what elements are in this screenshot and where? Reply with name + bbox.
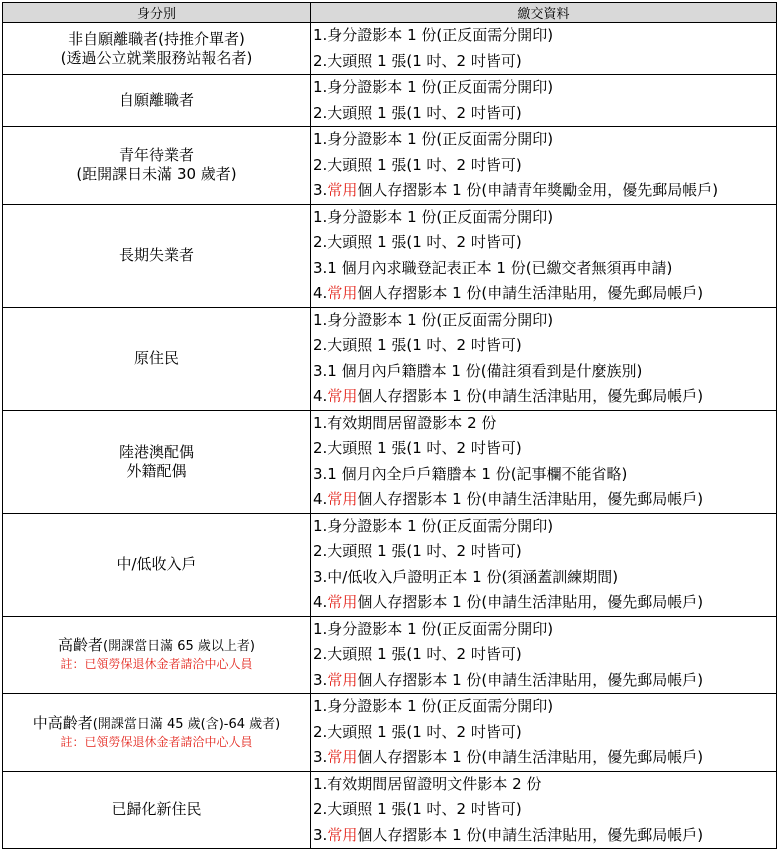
documents-cell bbox=[311, 616, 777, 694]
identity-line: 已歸化新住民 bbox=[111, 800, 202, 819]
document-text: 1.身分證影本 1 份(正反面需分開印) bbox=[313, 26, 554, 44]
document-item bbox=[313, 101, 776, 127]
highlight-word: 常用 bbox=[327, 593, 358, 611]
document-text: 個人存摺影本 1 份(申請生活津貼用，優先郵局帳戶) bbox=[357, 490, 704, 508]
document-text: 2.大頭照 1 張(1 吋、2 吋皆可) bbox=[313, 542, 522, 560]
document-text: 2.大頭照 1 張(1 吋、2 吋皆可) bbox=[313, 103, 522, 122]
document-item bbox=[313, 642, 776, 668]
identity-line bbox=[3, 714, 310, 734]
table-row bbox=[3, 694, 777, 772]
identity-cell bbox=[3, 307, 311, 410]
highlight-word: 常用 bbox=[327, 748, 358, 766]
document-item bbox=[313, 281, 776, 307]
document-item bbox=[313, 539, 776, 565]
document-text: 2.大頭照 1 張(1 吋、2 吋皆可) bbox=[313, 722, 522, 741]
document-text: 1.身分證影本 1 份(正反面需分開印) bbox=[313, 310, 554, 329]
documents-table bbox=[2, 2, 777, 849]
table-body bbox=[3, 23, 777, 849]
document-text: 3. bbox=[313, 181, 328, 199]
document-item bbox=[313, 487, 776, 513]
document-text: 1.有效期間居留證影本 2 份 bbox=[313, 413, 497, 432]
document-text: 1.身分證影本 1 份(正反面需分開印) bbox=[313, 207, 554, 226]
identity-line: 陸港澳配偶 bbox=[118, 442, 194, 461]
document-text: 1.身分證影本 1 份(正反面需分開印) bbox=[313, 697, 554, 715]
document-text: 個人存摺影本 1 份(申請青年獎勵金用，優先郵局帳戶) bbox=[357, 181, 719, 199]
document-item bbox=[313, 462, 776, 488]
document-text: 3.1 個月內戶籍謄本 1 份(備註須看到是什麼族別) bbox=[313, 361, 643, 380]
document-text: 4. bbox=[313, 593, 328, 611]
document-text: 3.中/低收入戶證明正本 1 份(須涵蓋訓練期間) bbox=[313, 567, 619, 586]
highlight-word: 常用 bbox=[327, 670, 358, 689]
table-row bbox=[3, 204, 777, 307]
table-row bbox=[3, 23, 777, 75]
document-text: 1.身分證影本 1 份(正反面需分開印) bbox=[313, 619, 554, 638]
document-text: 3.1 個月內求職登記表正本 1 份(已繳交者無須再申請) bbox=[313, 258, 673, 277]
document-item bbox=[313, 75, 776, 101]
document-item bbox=[313, 514, 776, 540]
document-text: 個人存摺影本 1 份(申請生活津貼用，優先郵局帳戶) bbox=[357, 593, 704, 611]
document-item bbox=[313, 590, 776, 616]
identity-cell bbox=[3, 75, 311, 127]
document-text: 4. bbox=[313, 490, 328, 508]
document-item bbox=[313, 153, 776, 179]
documents-cell bbox=[311, 204, 777, 307]
document-item bbox=[313, 333, 776, 359]
document-text: 3. bbox=[313, 670, 328, 689]
identity-line: (透過公立就業服務站報名者) bbox=[60, 48, 253, 67]
identity-cell bbox=[3, 513, 311, 616]
document-item bbox=[313, 384, 776, 410]
documents-cell bbox=[311, 307, 777, 410]
document-item bbox=[313, 823, 776, 849]
identity-cell bbox=[3, 410, 311, 513]
identity-line: 外籍配偶 bbox=[126, 461, 187, 480]
identity-line: 原住民 bbox=[133, 349, 179, 367]
document-item bbox=[313, 772, 776, 798]
identity-cell bbox=[3, 23, 311, 75]
document-item bbox=[313, 411, 776, 437]
documents-cell bbox=[311, 75, 777, 127]
document-item bbox=[313, 694, 776, 720]
highlight-word: 常用 bbox=[327, 825, 358, 844]
document-item bbox=[313, 49, 776, 75]
document-text: 2.大頭照 1 張(1 吋、2 吋皆可) bbox=[313, 51, 522, 70]
document-text: 2.大頭照 1 張(1 吋、2 吋皆可) bbox=[313, 645, 522, 663]
document-item bbox=[313, 720, 776, 746]
document-text: 4. bbox=[313, 387, 328, 405]
document-item bbox=[313, 745, 776, 771]
table-row bbox=[3, 307, 777, 410]
document-text: 個人存摺影本 1 份(申請生活津貼用，優先郵局帳戶) bbox=[357, 825, 704, 844]
document-text: 2.大頭照 1 張(1 吋、2 吋皆可) bbox=[313, 336, 522, 354]
document-text: 2.大頭照 1 張(1 吋、2 吋皆可) bbox=[313, 233, 522, 251]
identity-note: 註：已領勞保退休金者請洽中心人員 bbox=[60, 734, 253, 749]
document-text: 1.有效期間居留證明文件影本 2 份 bbox=[313, 774, 542, 793]
document-text: 個人存摺影本 1 份(申請生活津貼用，優先郵局帳戶) bbox=[357, 284, 704, 302]
document-text: 個人存摺影本 1 份(申請生活津貼用，優先郵局帳戶) bbox=[357, 748, 704, 766]
identity-condition: (開課當日滿 65 歲以上者) bbox=[103, 639, 255, 655]
document-item bbox=[313, 230, 776, 256]
document-item bbox=[313, 359, 776, 385]
document-item bbox=[313, 565, 776, 591]
identity-condition: (開課當日滿 45 歲(含)-64 歲者) bbox=[92, 716, 281, 732]
highlight-word: 常用 bbox=[327, 284, 358, 302]
identity-cell bbox=[3, 204, 311, 307]
identity-main: 高齡者 bbox=[58, 636, 104, 655]
table-row bbox=[3, 75, 777, 127]
document-item bbox=[313, 797, 776, 823]
document-item bbox=[313, 127, 776, 153]
document-item bbox=[313, 617, 776, 643]
document-text: 3.1 個月內全戶戶籍謄本 1 份(記事欄不能省略) bbox=[313, 464, 628, 483]
identity-line: 青年待業者 bbox=[118, 146, 194, 165]
header-row bbox=[3, 3, 777, 23]
documents-cell bbox=[311, 127, 777, 205]
identity-line: (距開課日未滿 30 歲者) bbox=[76, 165, 237, 184]
identity-line: 中/低收入戶 bbox=[116, 555, 197, 573]
document-text: 3. bbox=[313, 748, 328, 766]
identity-cell bbox=[3, 771, 311, 849]
highlight-word: 常用 bbox=[327, 181, 358, 199]
documents-cell bbox=[311, 23, 777, 75]
identity-line: 長期失業者 bbox=[118, 246, 194, 264]
document-text: 個人存摺影本 1 份(申請生活津貼用，優先郵局帳戶) bbox=[357, 670, 704, 689]
identity-line: 自願離職者 bbox=[118, 91, 194, 109]
identity-note: 註：已領勞保退休金者請洽中心人員 bbox=[60, 657, 253, 672]
document-item bbox=[313, 668, 776, 694]
document-text: 1.身分證影本 1 份(正反面需分開印) bbox=[313, 130, 554, 148]
highlight-word: 常用 bbox=[327, 490, 358, 508]
documents-cell bbox=[311, 771, 777, 849]
table-row bbox=[3, 127, 777, 205]
document-item bbox=[313, 436, 776, 462]
document-item bbox=[313, 23, 776, 49]
document-item bbox=[313, 308, 776, 334]
header-identity: 身分別 bbox=[3, 3, 311, 23]
documents-cell bbox=[311, 410, 777, 513]
document-text: 2.大頭照 1 張(1 吋、2 吋皆可) bbox=[313, 800, 522, 818]
identity-main: 中高齡者 bbox=[32, 713, 93, 732]
highlight-word: 常用 bbox=[327, 387, 358, 405]
document-text: 4. bbox=[313, 284, 328, 302]
document-text: 1.身分證影本 1 份(正反面需分開印) bbox=[313, 78, 554, 96]
identity-line: 非自願離職者(持推介單者) bbox=[68, 29, 245, 48]
identity-cell bbox=[3, 616, 311, 694]
document-item bbox=[313, 205, 776, 231]
identity-line bbox=[3, 636, 310, 656]
documents-cell bbox=[311, 513, 777, 616]
identity-cell bbox=[3, 694, 311, 772]
table-row bbox=[3, 513, 777, 616]
identity-cell bbox=[3, 127, 311, 205]
document-text: 2.大頭照 1 張(1 吋、2 吋皆可) bbox=[313, 155, 522, 174]
header-documents: 繳交資料 bbox=[311, 3, 777, 23]
document-text: 3. bbox=[313, 825, 328, 844]
document-item bbox=[313, 256, 776, 282]
document-text: 個人存摺影本 1 份(申請生活津貼用，優先郵局帳戶) bbox=[357, 387, 704, 405]
document-item bbox=[313, 178, 776, 204]
table-row bbox=[3, 410, 777, 513]
table-row bbox=[3, 616, 777, 694]
document-text: 2.大頭照 1 張(1 吋、2 吋皆可) bbox=[313, 439, 522, 457]
document-text: 1.身分證影本 1 份(正反面需分開印) bbox=[313, 516, 554, 535]
table-row bbox=[3, 771, 777, 849]
documents-cell bbox=[311, 694, 777, 772]
